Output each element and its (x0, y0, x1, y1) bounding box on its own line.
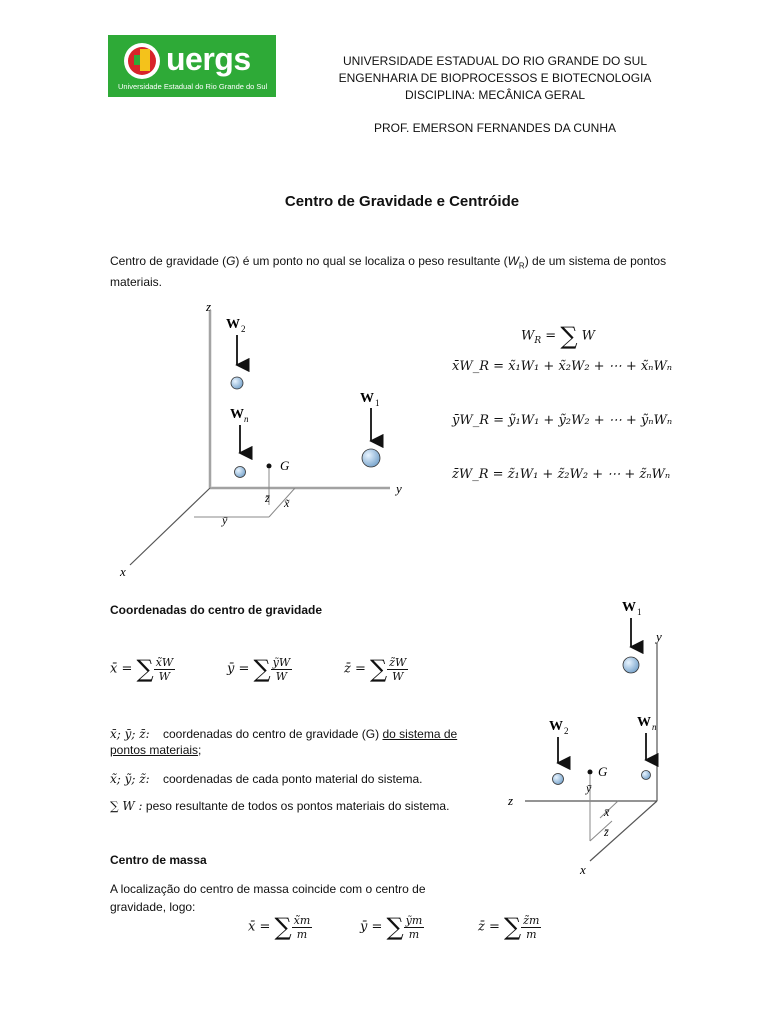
coords-heading: Coordenadas do centro de gravidade (110, 603, 323, 617)
fig2-w1-subscript: 1 (637, 607, 642, 617)
formula-ybar-den: W (275, 669, 288, 683)
g-projection-line (269, 488, 295, 517)
def1-underlined: do sistema de pontos materiais (110, 727, 458, 757)
fig2-zbar-label: z̄ (604, 825, 609, 839)
formula-ybar-num: ỹW (272, 655, 291, 669)
definition-center-coords (110, 726, 495, 758)
mass-xbar-den: m (296, 927, 308, 941)
fig2-w2-subscript: 2 (564, 726, 569, 736)
formula-zbar-num: z̃W (389, 655, 407, 669)
uergs-logo (108, 35, 276, 97)
course-name: ENGENHARIA DE BIOPROCESSOS E BIOTECNOLOGIA (338, 71, 652, 85)
w1-label: W (360, 391, 374, 406)
fig2-g-point (588, 770, 593, 775)
fig2-w2-point (553, 774, 564, 785)
intro-r-subscript: R (518, 261, 525, 271)
def3-text: peso resultante de todos os pontos materiais do sistema. (145, 799, 450, 813)
logo-wordmark: uergs (166, 41, 251, 77)
mass-paragraph: A localização do centro de massa coincide com o centro de gravidade, logo: (110, 882, 426, 914)
mass-zbar-num: z̃m (523, 913, 540, 927)
w2-label: W (226, 317, 240, 332)
eq-y-moment: ȳW_R = ỹ₁W₁ + ỹ₂W₂ + ⋯ + ỹₙWₙ (452, 413, 673, 428)
formula-zbar-den: W (392, 669, 404, 683)
w1-point (362, 449, 380, 467)
mass-zbar-den: m (526, 927, 537, 941)
intro-paragraph (110, 253, 700, 290)
formula-zbar-mass: z̄ = ∑ $\frac{z̃m}{m}$ (478, 913, 540, 941)
formula-zbar-weight: z̄ = ∑ $\frac{z̃W}{W}$ (344, 655, 407, 683)
formula-ybar-weight: ȳ = ∑ $\frac{\text{ỹW}}{W}$ (227, 655, 291, 683)
logo-emblem-icon (122, 41, 162, 81)
mass-ybar-lhs: ȳ (360, 919, 368, 935)
eq-x-moment: x̄W_R = x̃₁W₁ + x̃₂W₂ + ⋯ + x̃ₙWₙ (452, 359, 673, 374)
fig2-x-label: x (580, 862, 586, 877)
wn-point (235, 467, 246, 478)
eq-z-moment: z̄W_R = z̃₁W₁ + z̃₂W₂ + ⋯ + z̃ₙWₙ (452, 467, 671, 482)
formula-xbar-weight: x̄ = ∑ $\frac{x̃W}{W}$ (110, 655, 174, 683)
def2-symbols: x̃; ỹ; z̃: (110, 772, 150, 786)
fig2-wn-subscript: n (652, 722, 657, 732)
discipline-name: DISCIPLINA: MECÂNICA GERAL (404, 88, 586, 102)
fig2-xbar-label: x̄ (604, 805, 610, 819)
fig2-w1-label: W (622, 600, 636, 615)
def1-text: coordenadas do centro de gravidade (G) (162, 727, 380, 741)
formula-ybar-lhs: ȳ (227, 661, 235, 677)
xbar-label: x̃ (284, 496, 290, 510)
w2-subscript: 2 (241, 324, 246, 334)
wn-label: W (230, 407, 244, 422)
mass-xbar-lhs: x̄ (248, 919, 256, 935)
figure-gravity-3d-rotated (500, 595, 700, 880)
page-title: Centro de Gravidade e Centróide (284, 193, 520, 210)
z-axis-label: z (206, 299, 212, 314)
x-axis-label: x (120, 564, 126, 579)
formula-xbar-den: W (158, 669, 171, 683)
ybar-label: ȳ (222, 513, 228, 527)
def2-text: coordenadas de cada ponto material do sistema. (162, 772, 423, 786)
definition-point-coords (110, 771, 495, 787)
professor-name: PROF. EMERSON FERNANDES DA CUNHA (373, 121, 617, 135)
mass-ybar-den: m (408, 927, 420, 941)
fig2-z-label: z (508, 793, 514, 808)
fig2-x-axis (590, 801, 657, 861)
w2-point (231, 377, 243, 389)
university-name: UNIVERSIDADE ESTADUAL DO RIO GRANDE DO SUL (342, 54, 648, 68)
fig2-wn-label: W (637, 715, 651, 730)
w1-subscript: 1 (375, 398, 380, 408)
fig2-y-label: y (656, 629, 662, 644)
eq-resultant-weight: $W_R$ = ∑ W (521, 322, 595, 350)
mass-xbar-num: x̃m (293, 913, 311, 927)
g-point (267, 464, 272, 469)
fig2-wn-point (642, 771, 651, 780)
fig2-zbar-line (590, 821, 612, 841)
g-label: G (280, 458, 290, 473)
formula-xbar-mass: x̄ = ∑ $\frac{x̃m}{m}$ (248, 913, 311, 941)
formula-xbar-lhs: x̄ (110, 661, 118, 677)
intro-text-1: Centro de gravidade ( (110, 254, 227, 268)
zbar-label: z̄ (265, 491, 270, 505)
mass-heading: Centro de massa (110, 853, 207, 867)
def1-end: ; (198, 743, 202, 757)
figure-gravity-3d (110, 295, 410, 585)
fig2-w2-label: W (549, 719, 563, 734)
fig2-w1-point (623, 657, 639, 673)
def3-symbols: ∑ W : (110, 799, 143, 813)
formula-xbar-num: x̃W (155, 655, 174, 669)
intro-text-2: ) é um ponto no qual se localiza o peso resultante ( (235, 254, 508, 268)
formula-zbar-lhs: z̄ (344, 661, 351, 677)
mass-ybar-num: ỹm (405, 913, 423, 927)
definition-resultant (110, 798, 500, 814)
wn-subscript: n (244, 414, 249, 424)
logo-subtitle: Universidade Estadual do Rio Grande do Sul (118, 82, 268, 91)
def1-symbols: x̄; ȳ; z̄: (110, 727, 150, 741)
fig2-ybar-label: ȳ (586, 781, 592, 795)
intro-w-symbol: W (507, 254, 519, 268)
formula-ybar-mass: ȳ = ∑ $\frac{\text{ỹm}}{m}$ (360, 913, 423, 941)
mass-zbar-lhs: z̄ (478, 919, 485, 935)
x-axis (130, 488, 210, 565)
y-axis-label: y (396, 481, 402, 496)
intro-g-symbol: G (226, 254, 236, 268)
intro-text-3: ) de um sistema de pontos materiais. (110, 254, 667, 290)
fig2-g-label: G (598, 764, 608, 779)
